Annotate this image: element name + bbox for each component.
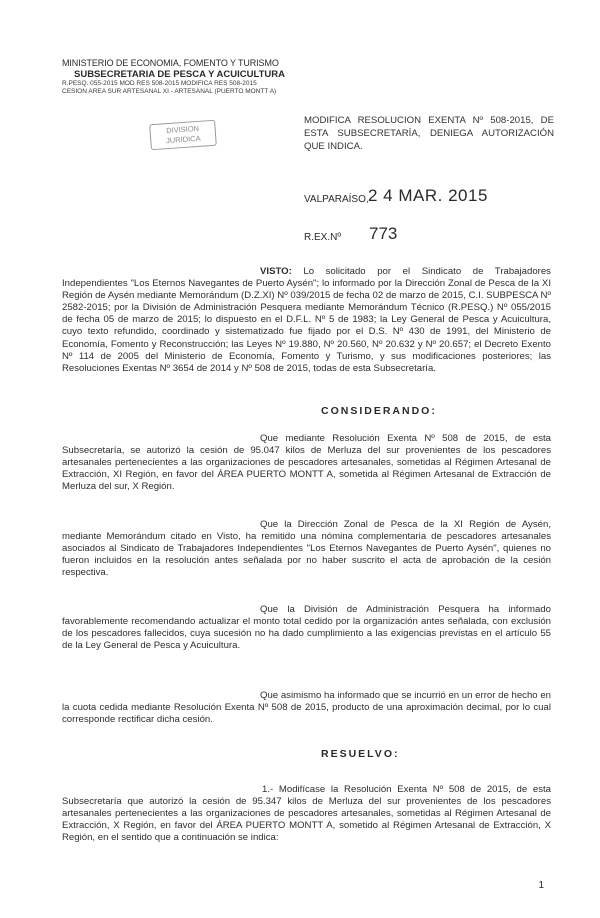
letterhead — [62, 58, 302, 96]
file-reference-line2: CESION AREA SUR ARTESANAL XI - ARTESANAL (PUERTO MONTT A) — [62, 88, 277, 95]
considerando-item-3: Que la División de Administración Pesquera ha informado favorablemente recomendando actualizar el monto total cedido por la organización antes señalada, con exclusión de los pescadores fallecidos, cuya sucesión no ha dado cumplimiento a las exigencias previstas en el artículo 55 de la Ley General de Pesca y Acuicultura. — [62, 604, 551, 652]
considerando-item-1: Que mediante Resolución Exenta Nº 508 de 2015, de esta Subsecretaría, se autorizó la cesión de 95.047 kilos de Merluza del sur provenientes de los pescadores artesanales pertenecientes a las organizaciones de pescadores artesanales, sometidas al Régimen Artesanal de Extracción, XI Región, en favor del ÁREA PUERTO MONTT A, sometida al Régimen Artesanal de Extracción de Merluza del sur, X Región. — [62, 433, 551, 493]
visto-paragraph — [62, 266, 551, 375]
considerando-heading: CONSIDERANDO: — [321, 405, 437, 417]
visto-label: VISTO: — [260, 266, 292, 277]
date-stamp: 2 4 MAR. 2015 — [368, 186, 488, 205]
place-label: VALPARAÍSO, — [304, 194, 369, 205]
file-reference-line1: R.PESQ. 055-2015 MOD RES 508-2015 MODIFICA RES 508-2015 — [62, 80, 257, 87]
resolution-subject: MODIFICA RESOLUCION EXENTA Nº 508-2015, DE ESTA SUBSECRETARÍA, DENIEGA AUTORIZACIÓN QUE INDICA. — [304, 115, 554, 152]
subsecretaria-name: SUBSECRETARIA DE PESCA Y ACUICULTURA — [74, 69, 285, 80]
resuelvo-item-1: 1.- Modifícase la Resolución Exenta Nº 508 de 2015, de esta Subsecretaría que autorizó la cesión de 95.347 kilos de Merluza del sur provenientes de los pescadores artesanales pertenecientes a las organizaciones de pescadores artesanales, sometidas al Régimen Artesanal de Extracción, X Región, en favor del ÁREA PUERTO MONTT A, sometido al Régimen Artesanal de Extracción, X Región, en el sentido que a continuación se indica: — [62, 784, 551, 844]
considerando-item-2: Que la Dirección Zonal de Pesca de la XI Región de Aysén, mediante Memorándum citado en Visto, ha remitido una nómina complementaria de pescadores artesanales asociados al Sindicato de Trabajadores Independientes "Los Eternos Navegantes de Puerto Aysén", quienes no fueron incluidos en la resolución antes señalada por no haber suscrito el acta de aprobación de la cesión respectiva. — [62, 519, 551, 579]
rex-label: R.EX.Nº — [304, 232, 341, 243]
division-juridica-stamp: DIVISION JURIDICA — [149, 120, 217, 151]
ministry-name: MINISTERIO DE ECONOMIA, FOMENTO Y TURISMO — [62, 58, 279, 68]
considerando-item-4: Que asimismo ha informado que se incurrió en un error de hecho en la cuota cedida mediante Resolución Exenta Nº 508 de 2015, producto de una aproximación decimal, por lo cual corresponde rectificar dicha cesión. — [62, 690, 551, 726]
resuelvo-heading: RESUELVO: — [321, 748, 400, 760]
visto-text: Lo solicitado por el Sindicato de Trabajadores Independientes "Los Eternos Navegantes de Puerto Aysén"; lo informado por la Dirección Zonal de Pesca de la XI Región de Aysén mediante Memorándum (D.Z.XI) Nº 039/2015 de fecha 02 de marzo de 2015, C.I. SUBPESCA Nº 2582-2015; por la División de Administración Pesquera mediante Memorándum Técnico (R.PESQ.) Nº 055/2015 de fecha 05 de marzo de 2015; lo dispuesto en el D.F.L. Nº 5 de 1983; la Ley General de Pesca y Acuicultura, cuyo texto refundido, coordinado y sistematizado fue fijado por el D.S. Nº 430 de 1991, del Ministerio de Economía, Fomento y Reconstrucción; las Leyes Nº 19.880, Nº 20.560, Nº 20.632 y Nº 20.657; el Decreto Exento Nº 114 de 2005 del Ministerio de Economía, Fomento y Turismo, y sus modificaciones posteriores; las Resoluciones Exentas Nº 3654 de 2014 y Nº 508 de 2015, todas de esta Subsecretaría. — [62, 266, 551, 374]
rex-number: 773 — [369, 224, 398, 243]
page-number: 1 — [538, 880, 544, 891]
